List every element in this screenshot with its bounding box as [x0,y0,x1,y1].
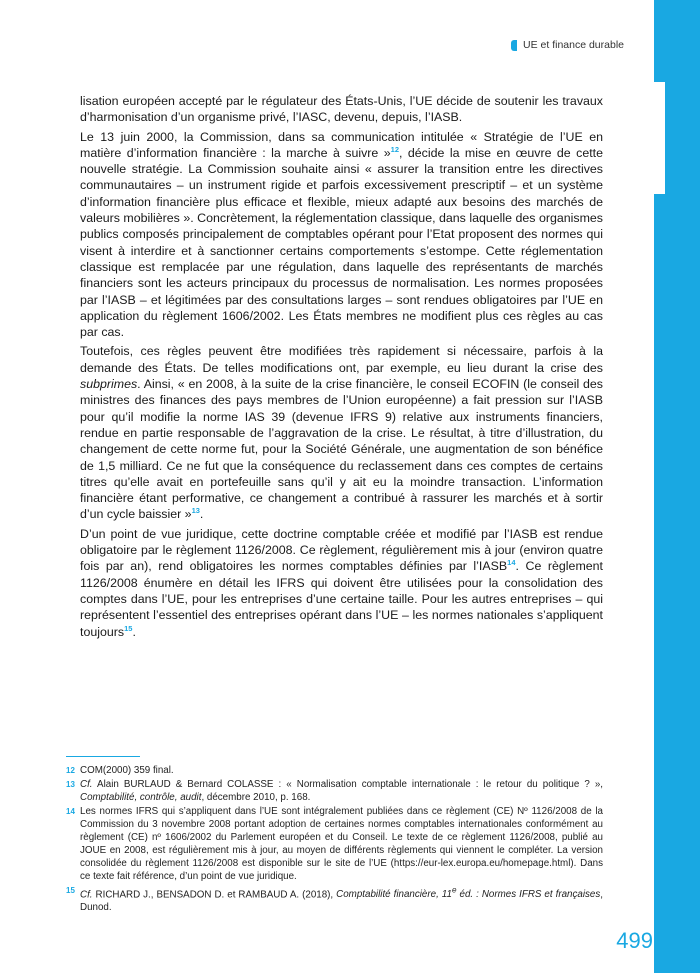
side-thumb-tab [637,82,665,194]
footnote-ref-15[interactable]: 15 [124,623,133,633]
footnote-number: 14 [66,807,75,816]
footnote-text: COM(2000) 359 final. [80,765,174,776]
paragraph-3: Toutefois, ces règles peuvent être modifiées très rapidement si nécessaire, parfois à la demande des États. De telles modifications ont, par exemple, eu lieu durant la crise des subprimes. Ainsi, « en 2008, à la suite de la crise financière, le conseil ECOFIN (le conseil des ministres des finances des pays membres de l’Union européenne) a fait pression sur l’IASB pour qu’il modifie la norme IAS 39 (devenue IFRS 9) relative aux instruments financiers, rendue en partie responsable de l’aggravation de la crise. Le résultat, à titre d’illustration, du changement de cette norme fut, pour la Société Générale, une augmentation de son bénéfice de 1,5 milliard. Ce ne fut que la conséquence du reclassement dans ces comptes de certains titres qu’elle avait en portefeuille sans qu’il y ait eu la moindre transaction. L’information financière étant performative, ce changement a contribué à rassurer les marchés et à sortir d’un cycle baissier »$^{13}$. [80,344,603,522]
book-title: Comptabilité financière, 11e éd. : Normes IFRS et françaises [336,886,601,901]
footnote-13 [66,778,603,804]
paragraph-2: Le 13 juin 2000, la Commission, dans sa communication intitulée « Stratégie de l’UE en matière d’information financière : la marche à suivre »$^{12}$, décide la mise en œuvre de cette nouvelle stratégie. La Commission souhaite ainsi « assurer la transition entre les directives communautaires – un instrument rigide et parfois excessivement prescriptif – et un système d’information financière plus efficace et flexible, mieux adapté aux besoins des marchés de valeurs mobilières ». Concrètement, la réglementation classique, dans laquelle des organismes publics composés principalement de comptables opérant pour l’Etat proposent des normes qui visent à interdire et à sanctionner certains comportements s’estompe. Cette réglementation classique est remplacée par une régulation, dans laquelle des représentants de marchés financiers sont les acteurs principaux du processus de normalisation. Les normes proposées par l’IASB – et légitimées par des consultations larges – sont rendues obligatoires par l’UE en application du règlement 1606/2002. Les États membres ne modifient plus ces règles au cas par cas. [80,129,603,340]
footnote-text: Cf. RICHARD J., BENSADON D. et RAMBAUD A. (2018), Comptabilité financière, 11e éd. : Normes IFRS et françaises, Dunod. [80,886,603,914]
footnote-12 [66,764,603,777]
footnote-ref-13[interactable]: 13 [191,506,200,516]
footnote-ref-12[interactable]: 12 [390,144,399,154]
footnote-text: Les normes IFRS qui s’appliquent dans l’UE sont intégralement publiées dans ce règlement (CE) Nº 1126/2008 de la Commission du 3 novembre 2008 portant adoption de certaines normes comptables internationales conformément au règlement (CE) nº 1606/2002 du Parlement européen et du Conseil. Le texte de ce règlement 1126/2008, publié au JOUE en 2008, est régulièrement mis à jour, au moyen de différents règlements qui viennent le compléter. La version consolidée du règlement 1126/2008 est disponible sur le site de l’UE (https://eur-lex.europa.eu/homepage.html). Dans ce texte fait référence, d’un point de vue juridique. [80,806,603,882]
running-header [511,39,624,51]
paragraph-4: D’un point de vue juridique, cette doctrine comptable créée et modifié par l’IASB est rendue obligatoire par le règlement 1126/2008. Ce règlement, régulièrement mis à jour (environ quatre fois par an), rend obligatoires les normes comptables définies par l’IASB$^{14}$. Ce règlement 1126/2008 énumère en détail les IFRS qui doivent être utilisées pour la consolidation des comptes dans l’UE, pour les entreprises d’une certaine taille. Pour les autres entreprises – qui représentent l’essentiel des entreprises opérant dans l’UE – les normes nationales s’appliquent toujours$^{15}$. [80,526,603,639]
footnote-number: 12 [66,766,75,775]
footnote-divider [66,756,140,757]
footnote-text: Cf. Alain BURLAUD & Bernard COLASSE : « Normalisation comptable internationale : le retour du politique ? », Comptabilité, contrôle, audit, décembre 2010, p. 168. [80,779,603,803]
header-marker-icon [511,40,517,51]
footnote-ref-14[interactable]: 14 [507,558,516,568]
footnote-number: 15 [66,886,75,895]
paragraph-1: lisation européen accepté par le régulateur des États-Unis, l’UE décide de soutenir les travaux d’harmonisation d’un organisme privé, l’IASC, devenu, depuis, l’IASB. [80,94,603,125]
footnote-number: 13 [66,780,75,789]
footnotes [66,764,603,915]
subprimes-term: subprimes [80,377,138,392]
section-title: UE et finance durable [523,39,624,51]
footnote-14 [66,805,603,883]
page-number: 499 [616,928,653,953]
main-text [80,93,603,643]
footnote-15 [66,884,603,914]
